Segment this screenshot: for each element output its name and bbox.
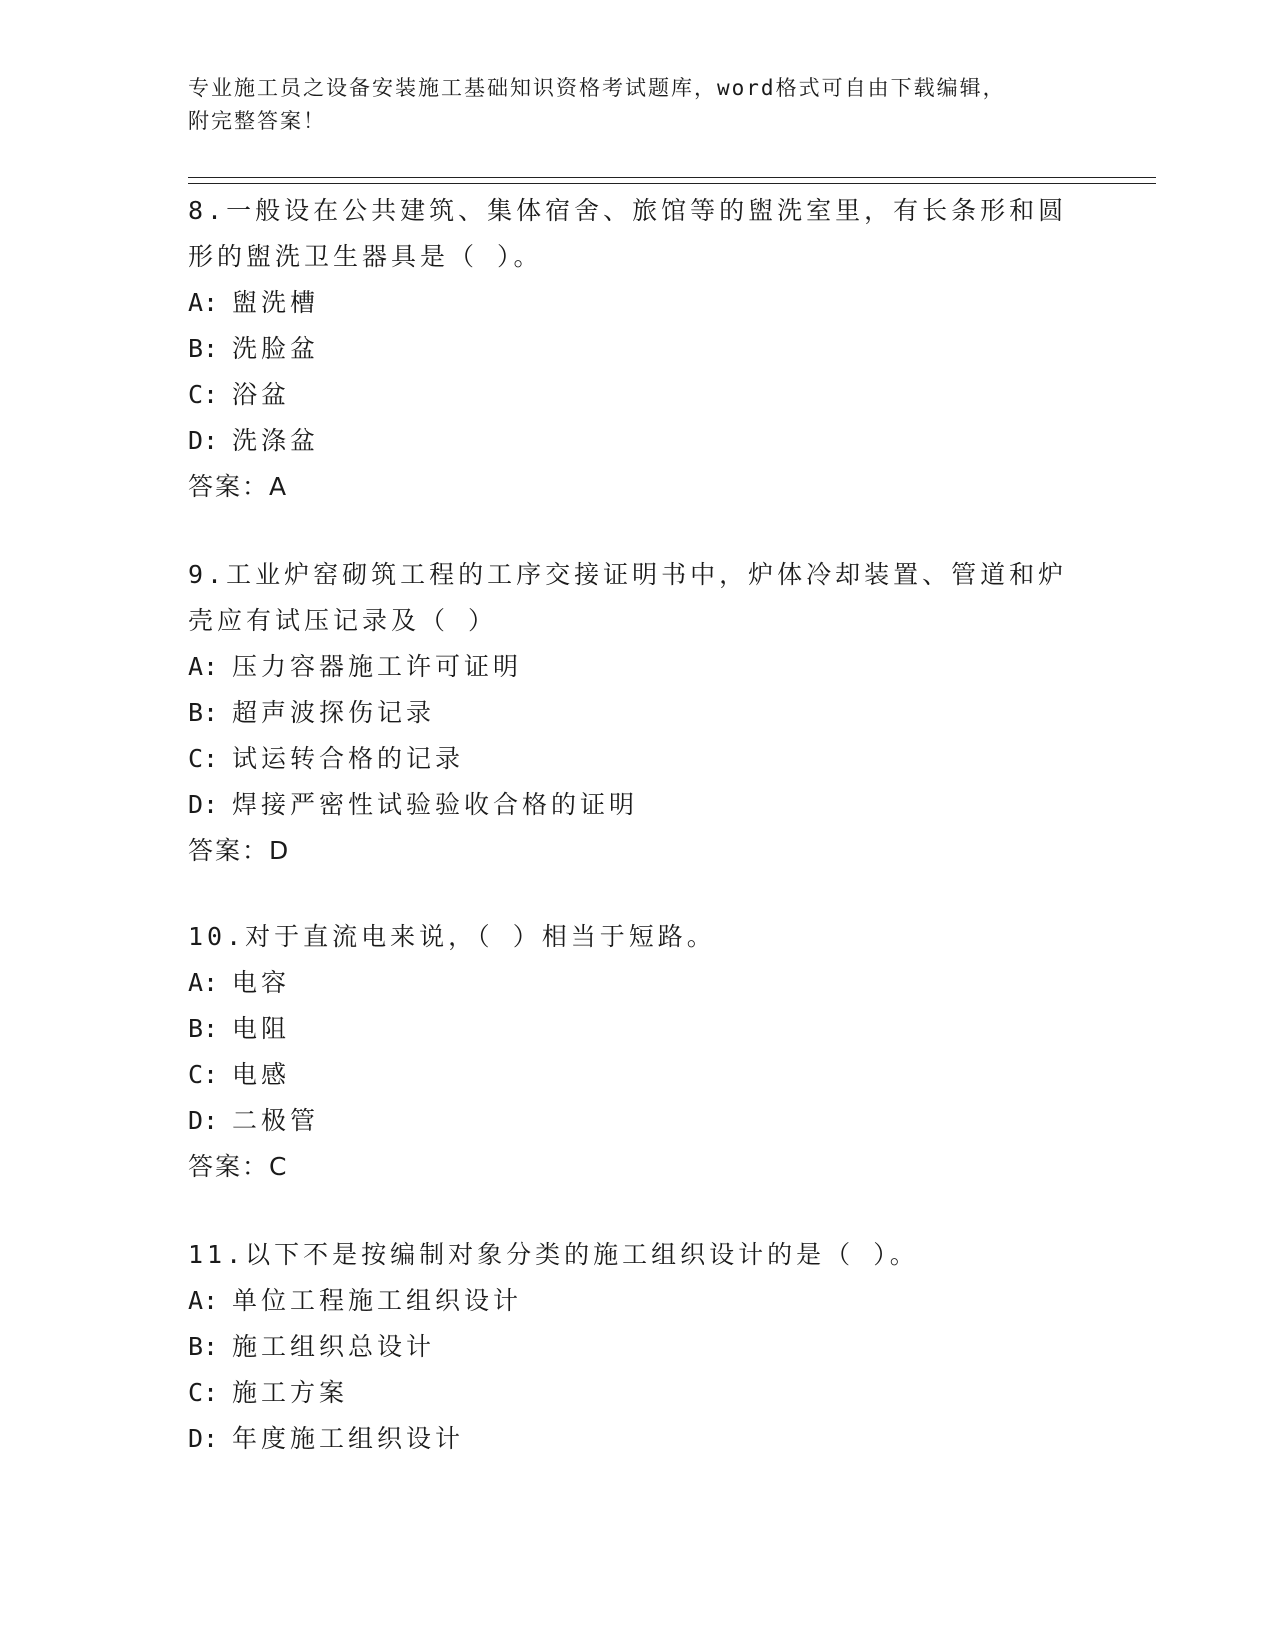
option-letter: D: — [188, 790, 219, 819]
option-b — [188, 1324, 1088, 1370]
question-stem-line: 8.一般设在公共建筑、集体宿舍、旅馆等的盥洗室里，有长条形和圆 — [188, 196, 1068, 225]
option-text: 浴盆 — [232, 380, 291, 409]
option-letter: A: — [188, 652, 219, 681]
question-8 — [188, 188, 1088, 510]
option-a — [188, 960, 1088, 1006]
header-line-1: 专业施工员之设备安装施工基础知识资格考试题库，word格式可自由下载编辑， — [188, 76, 1006, 100]
option-d — [188, 782, 1088, 828]
answer-line: 答案：D — [188, 836, 291, 865]
option-text: 电容 — [232, 968, 291, 997]
answer-line: 答案：C — [188, 1152, 289, 1181]
question-10 — [188, 914, 1088, 1190]
option-letter: D: — [188, 426, 219, 455]
option-text: 洗脸盆 — [232, 334, 320, 363]
option-text: 超声波探伤记录 — [232, 698, 436, 727]
option-letter: C: — [188, 1378, 219, 1407]
answer-line: 答案：A — [188, 472, 289, 501]
option-text: 单位工程施工组织设计 — [232, 1286, 523, 1315]
question-stem-line: 壳应有试压记录及（ ） — [188, 606, 498, 635]
option-letter: B: — [188, 1014, 219, 1043]
option-letter: C: — [188, 744, 219, 773]
option-letter: C: — [188, 380, 219, 409]
option-text: 年度施工组织设计 — [232, 1424, 465, 1453]
option-d — [188, 1098, 1088, 1144]
option-text: 盥洗槽 — [232, 288, 320, 317]
header-divider-bottom — [188, 183, 1156, 184]
header-divider-top — [188, 177, 1156, 178]
option-b — [188, 326, 1088, 372]
option-c — [188, 1052, 1088, 1098]
question-stem-line: 形的盥洗卫生器具是（ ）。 — [188, 242, 543, 271]
option-c — [188, 736, 1088, 782]
option-a — [188, 644, 1088, 690]
document-header — [188, 72, 1088, 138]
option-c — [188, 1370, 1088, 1416]
option-letter: A: — [188, 1286, 219, 1315]
question-11 — [188, 1232, 1088, 1462]
question-stem-line: 10.对于直流电来说，（ ）相当于短路。 — [188, 922, 716, 951]
option-text: 压力容器施工许可证明 — [232, 652, 523, 681]
option-a — [188, 280, 1088, 326]
option-text: 焊接严密性试验验收合格的证明 — [232, 790, 639, 819]
option-text: 施工方案 — [232, 1378, 349, 1407]
question-9 — [188, 552, 1088, 874]
option-letter: B: — [188, 698, 219, 727]
option-d — [188, 1416, 1088, 1462]
option-text: 二极管 — [232, 1106, 320, 1135]
option-letter: B: — [188, 334, 219, 363]
option-text: 施工组织总设计 — [232, 1332, 436, 1361]
option-a — [188, 1278, 1088, 1324]
option-b — [188, 690, 1088, 736]
option-b — [188, 1006, 1088, 1052]
option-text: 电感 — [232, 1060, 291, 1089]
option-letter: D: — [188, 1106, 219, 1135]
option-letter: B: — [188, 1332, 219, 1361]
option-letter: A: — [188, 968, 219, 997]
option-d — [188, 418, 1088, 464]
question-stem-line: 9.工业炉窑砌筑工程的工序交接证明书中，炉体冷却装置、管道和炉 — [188, 560, 1068, 589]
header-line-2: 附完整答案！ — [188, 109, 326, 133]
option-text: 电阻 — [232, 1014, 291, 1043]
option-letter: D: — [188, 1424, 219, 1453]
option-text: 试运转合格的记录 — [232, 744, 465, 773]
option-c — [188, 372, 1088, 418]
option-letter: C: — [188, 1060, 219, 1089]
option-letter: A: — [188, 288, 219, 317]
question-stem-line: 11.以下不是按编制对象分类的施工组织设计的是（ ）。 — [188, 1240, 919, 1269]
option-text: 洗涤盆 — [232, 426, 320, 455]
